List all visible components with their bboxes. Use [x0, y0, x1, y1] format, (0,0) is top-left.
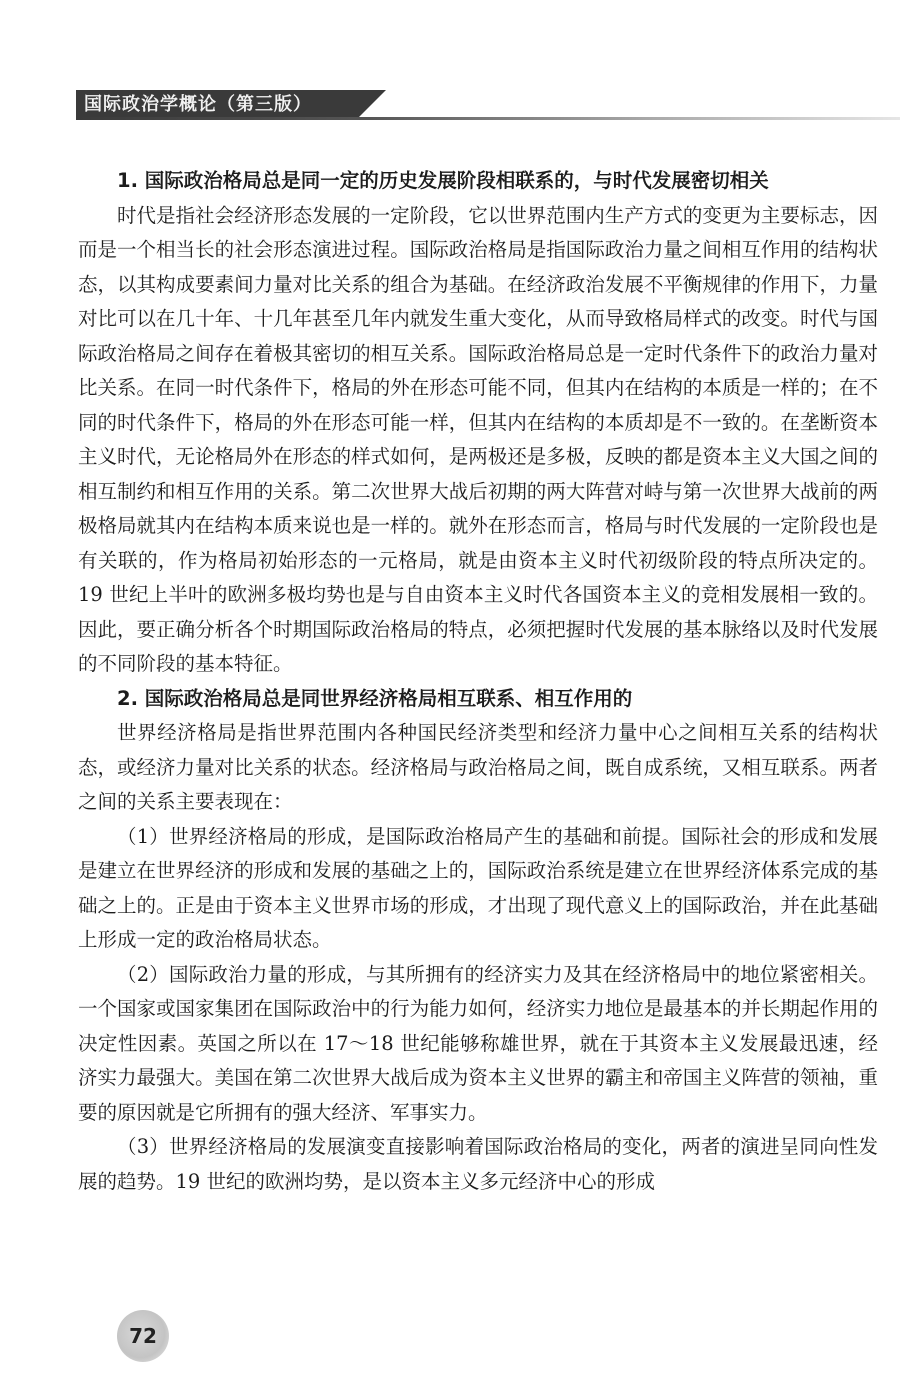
header-rule [76, 117, 900, 120]
page-body [78, 164, 878, 1199]
paragraph: （1）世界经济格局的形成，是国际政治格局产生的基础和前提。国际社会的形成和发展是建立在世界经济的形成和发展的基础之上的，国际政治系统是建立在世界经济体系完成的基础之上的。正是由于资本主义世界市场的形成，才出现了现代意义上的国际政治，并在此基础上形成一定的政治格局状态。 [78, 824, 878, 951]
page-number: 72 [117, 1310, 169, 1362]
paragraph: （2）国际政治力量的形成，与其所拥有的经济实力及其在经济格局中的地位紧密相关。一个国家或国家集团在国际政治中的行为能力如何，经济实力地位是最基本的并长期起作用的决定性因素。英国之所以在 17～18 世纪能够称雄世界，就在于其资本主义发展最迅速，经济实力最强大。美国在第二次世界大战后成为资本主义世界的霸主和帝国主义阵营的领袖，重要的原因就是它所拥有的强大经济、军事实力。 [78, 962, 878, 1124]
header-notch [356, 90, 386, 120]
section-heading: 1. 国际政治格局总是同一定的历史发展阶段相联系的，与时代发展密切相关 [117, 169, 769, 192]
running-header [76, 90, 900, 120]
paragraph: （3）世界经济格局的发展演变直接影响着国际政治格局的变化，两者的演进呈同向性发展的趋势。19 世纪的欧洲均势，是以资本主义多元经济中心的形成 [78, 1135, 878, 1193]
section-heading: 2. 国际政治格局总是同世界经济格局相互联系、相互作用的 [117, 686, 633, 710]
paragraph: 时代是指社会经济形态发展的一定阶段，它以世界范围内生产方式的变更为主要标志，因而是一个相当长的社会形态演进过程。国际政治格局是指国际政治力量之间相互作用的结构状态，以其构成要素间力量对比关系的组合为基础。在经济政治发展不平衡规律的作用下，力量对比可以在几十年、十几年甚至几年内就发生重大变化，从而导致格局样式的改变。时代与国际政治格局之间存在着极其密切的相互关系。国际政治格局总是一定时代条件下的政治力量对比关系。在同一时代条件下，格局的外在形态可能不同，但其内在结构的本质是一样的；在不同的时代条件下，格局的外在形态可能一样，但其内在结构的本质却是不一致的。在垄断资本主义时代，无论格局外在形态的样式如何，是两极还是多极，反映的都是资本主义大国之间的相互制约和相互作用的关系。第二次世界大战后初期的两大阵营对峙与第一次世界大战前的两极格局就其内在结构本质来说也是一样的。就外在形态而言，格局与时代发展的一定阶段也是有关联的，作为格局初始形态的一元格局，就是由资本主义时代初级阶段的特点所决定的。19 世纪上半叶的欧洲多极均势也是与自由资本主义时代各国资本主义的竞相发展相一致的。因此，要正确分析各个时期国际政治格局的特点，必须把握时代发展的基本脉络以及时代发展的不同阶段的基本特征。 [78, 203, 878, 675]
paragraph: 世界经济格局是指世界范围内各种国民经济类型和经济力量中心之间相互关系的结构状态，或经济力量对比关系的状态。经济格局与政治格局之间，既自成系统，又相互联系。两者之间的关系主要表现在： [78, 721, 878, 813]
book-title: 国际政治学概论（第三版） [76, 90, 356, 120]
